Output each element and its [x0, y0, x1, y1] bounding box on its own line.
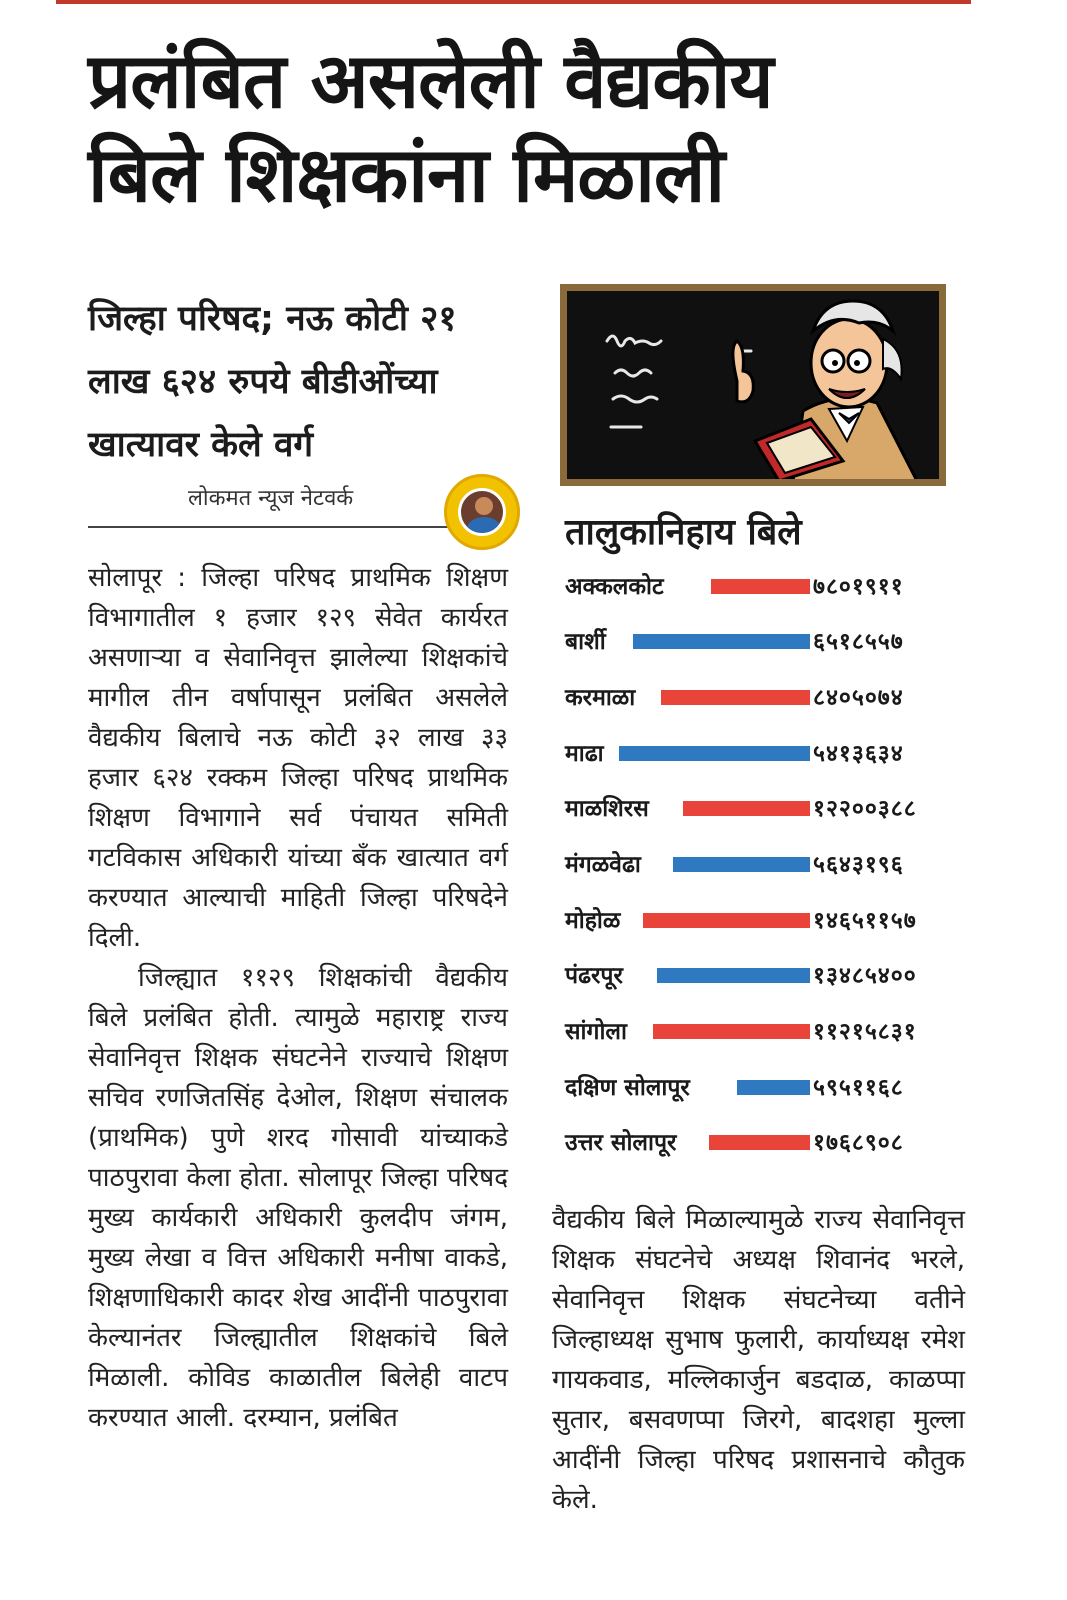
row-bar — [633, 634, 810, 649]
table-row — [565, 961, 965, 991]
bill-amount: ५६४३१९६ — [813, 852, 904, 878]
subheadline-line-1: जिल्हा परिषद; नऊ कोटी २१ — [88, 299, 457, 339]
table-title: तालुकानिहाय बिले — [565, 512, 802, 553]
bill-amount: ७८०१९११ — [813, 574, 904, 600]
taluka-name: सांगोला — [565, 1019, 627, 1045]
row-bar — [673, 857, 810, 872]
article-body-left-column — [88, 558, 508, 1438]
taluka-name: माळशिरस — [565, 796, 649, 822]
table-row — [565, 739, 965, 769]
bill-amount: ५४१३६३४ — [813, 741, 904, 767]
blackboard — [567, 291, 939, 479]
article-paragraph-2: जिल्ह्यात ११२९ शिक्षकांची वैद्यकीय बिले प्रलंबित होती. त्यामुळे महाराष्ट्र राज्य सेवानिवृत्त शिक्षक संघटनेने राज्याचे शिक्षण सचिव रणजितसिंह देओल, शिक्षण संचालक (प्राथमिक) पुणे शरद गोसावी यांच्याकडे पाठपुरावा केला होता. सोलापूर जिल्हा परिषद मुख्य कार्यकारी अधिकारी कुलदीप जंगम, मुख्य लेखा व वित्त अधिकारी मनीषा वाकडे, शिक्षणाधिकारी कादर शेख आदींनी पाठपुरावा केल्यानंतर जिल्ह्यातील शिक्षकांचे बिले मिळाली. कोविड काळातील बिलेही वाटप करण्यात आली. दरम्यान, प्रलंबित — [88, 963, 508, 1433]
row-bar — [661, 690, 810, 705]
row-bar — [653, 1024, 810, 1039]
table-row — [565, 1128, 965, 1158]
bill-amount: १४६५११५७ — [813, 908, 917, 934]
row-bar — [737, 1080, 810, 1095]
taluka-name: उत्तर सोलापूर — [565, 1130, 677, 1156]
table-row — [565, 572, 965, 602]
article-body-right-column — [552, 1200, 965, 1520]
article-paragraph-1: सोलापूर : जिल्हा परिषद प्राथमिक शिक्षण विभागातील १ हजार १२९ सेवेत कार्यरत असणाऱ्या व सेवानिवृत्त झालेल्या शिक्षकांचे मागील तीन वर्षापासून प्रलंबित असलेले वैद्यकीय बिलाचे नऊ कोटी ३२ लाख ३३ हजार ६२४ रक्कम जिल्हा परिषद प्राथमिक शिक्षण विभागाने सर्व पंचायत समिती गटविकास अधिकारी यांच्या बँक खात्यात वर्ग करण्यात आल्याची माहिती जिल्हा परिषदेने दिली. — [88, 563, 508, 953]
row-bar — [657, 968, 810, 983]
table-row — [565, 683, 965, 713]
row-bar — [619, 746, 810, 761]
table-row — [565, 794, 965, 824]
table-row — [565, 906, 965, 936]
byline-divider — [88, 526, 508, 528]
bill-amount: १७६८९०८ — [813, 1130, 904, 1156]
table-row — [565, 1017, 965, 1047]
teacher-cartoon-image — [560, 284, 946, 486]
taluka-name: मोहोळ — [565, 908, 621, 934]
row-bar — [709, 1135, 810, 1150]
bill-amount: ८४०५०७४ — [813, 685, 904, 711]
taluka-name: माढा — [565, 741, 604, 767]
row-bar — [683, 801, 810, 816]
bill-amount: १२२००३८८ — [813, 796, 917, 822]
subheadline — [88, 288, 518, 477]
article-paragraph-3: वैद्यकीय बिले मिळाल्यामुळे राज्य सेवानिवृत्त शिक्षक संघटनेचे अध्यक्ष शिवानंद भरले, सेवानिवृत्त शिक्षक संघटनेच्या वतीने जिल्हाध्यक्ष सुभाष फुलारी, कार्याध्यक्ष रमेश गायकवाड, मल्लिकार्जुन बडदाळ, काळप्पा सुतार, बसवणप्पा जिरगे, बादशहा मुल्ला आदींनी जिल्हा परिषद प्रशासनाचे कौतुक केले. — [552, 1205, 965, 1515]
bill-amount: १३४८५४०० — [813, 963, 917, 989]
subheadline-line-3: खात्यावर केले वर्ग — [88, 425, 314, 465]
top-rule — [56, 0, 971, 4]
table-row — [565, 627, 965, 657]
taluka-name: दक्षिण सोलापूर — [565, 1075, 690, 1101]
bill-amount: ११२१५८३१ — [813, 1019, 917, 1045]
watermark-stamp-logo — [444, 474, 520, 550]
headline — [88, 34, 988, 222]
byline: लोकमत न्यूज नेटवर्क — [188, 486, 354, 511]
taluka-name: करमाळा — [565, 685, 636, 711]
taluka-name: बार्शी — [565, 629, 606, 655]
headline-line-1: प्रलंबित असलेली वैद्यकीय — [88, 36, 773, 125]
taluka-name: पंढरपूर — [565, 963, 623, 989]
taluka-name: अक्कलकोट — [565, 574, 664, 600]
row-bar — [643, 913, 810, 928]
taluka-name: मंगळवेढा — [565, 852, 641, 878]
teacher-illustration — [567, 291, 939, 479]
portrait-photo — [458, 488, 506, 536]
bill-amount: ६५१८५५७ — [813, 629, 904, 655]
headline-line-2: बिले शिक्षकांना मिळाली — [88, 130, 725, 219]
table-row — [565, 850, 965, 880]
table-row — [565, 1073, 965, 1103]
row-bar — [711, 579, 810, 594]
subheadline-line-2: लाख ६२४ रुपये बीडीओंच्या — [88, 362, 438, 402]
bill-amount: ५९५११६८ — [813, 1075, 904, 1101]
